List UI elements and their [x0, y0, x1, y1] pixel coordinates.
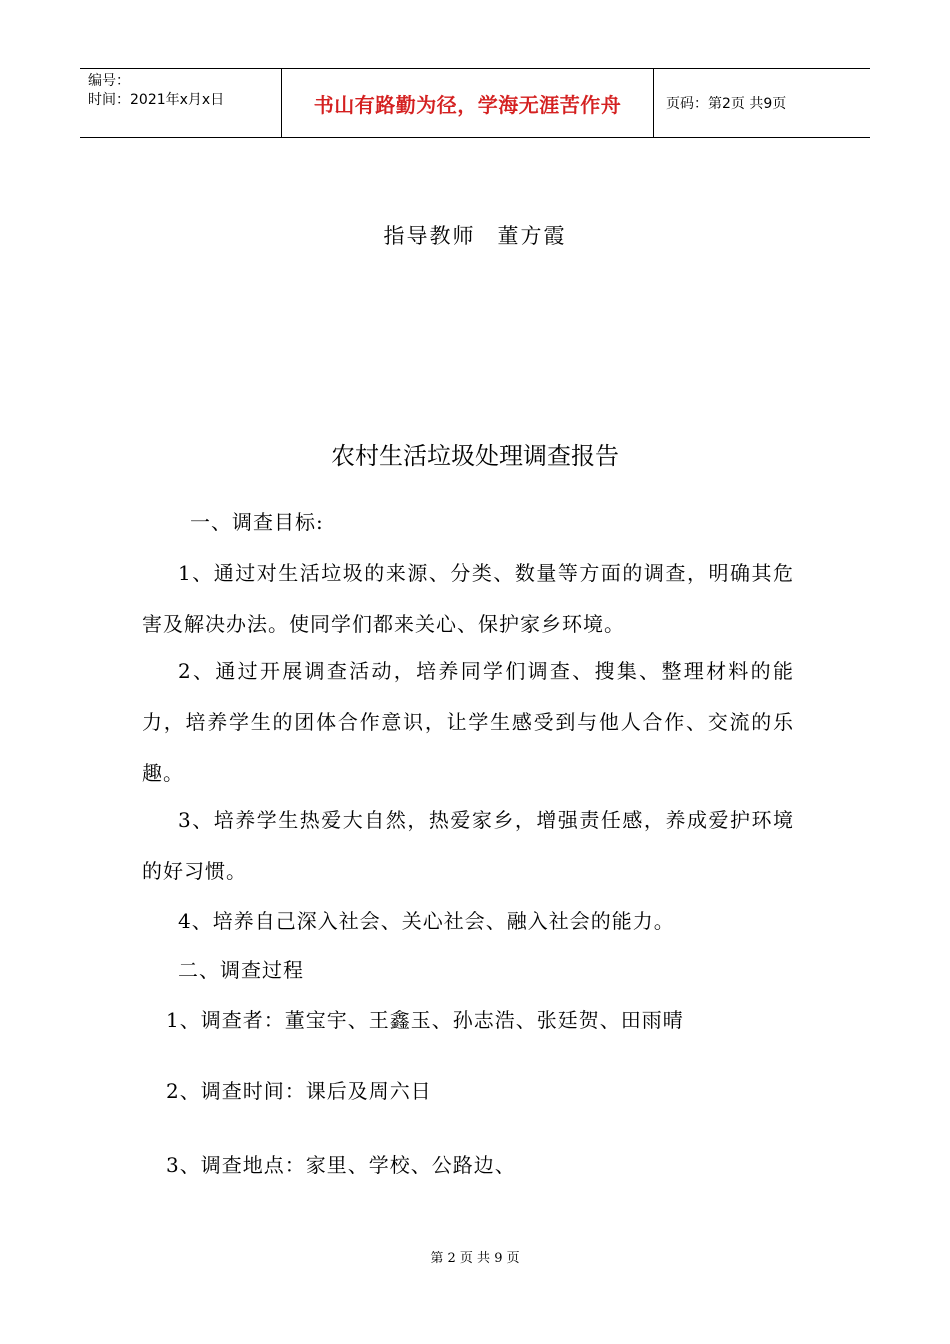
page-header [80, 68, 870, 138]
goal-item-2: 2、通过开展调查活动，培养同学们调查、搜集、整理材料的能力，培养学生的团体合作意识，让学生感受到与他人合作、交流的乐趣。 [142, 659, 794, 785]
page-footer: 第 2 页 共 9 页 [430, 1251, 520, 1266]
header-motto-cell [282, 69, 654, 137]
header-meta [80, 69, 282, 137]
motto: 书山有路勤为径，学海无涯苦作舟 [313, 92, 622, 117]
number-label: 编号： [88, 73, 130, 89]
teacher-label: 指导教师 [383, 224, 476, 248]
time-label: 时间：2021年x月x日 [88, 92, 225, 108]
teacher-line [0, 220, 950, 250]
process-item-2: 2、调查时间：课后及周六日 [166, 1079, 432, 1103]
page-label: 页码：第2页 共9页 [666, 96, 787, 112]
goal-item-1: 1、通过对生活垃圾的来源、分类、数量等方面的调查，明确其危害及解决办法。使同学们都来关心、保护家乡环境。 [142, 561, 794, 636]
section-heading-process: 二、调查过程 [178, 958, 304, 982]
goal-item-4: 4、培养自己深入社会、关心社会、融入社会的能力。 [178, 909, 675, 933]
report-title: 农村生活垃圾处理调查报告 [331, 442, 619, 470]
process-item-1: 1、调查者：董宝宇、王鑫玉、孙志浩、张廷贺、田雨晴 [166, 1008, 684, 1032]
goal-item-3: 3、培养学生热爱大自然，热爱家乡，增强责任感，养成爱护环境的好习惯。 [142, 808, 794, 883]
section-heading-goals: 一、调查目标: [190, 510, 324, 534]
teacher-name: 董方霞 [497, 224, 567, 248]
header-page-cell [654, 69, 870, 137]
process-item-3: 3、调查地点：家里、学校、公路边、 [166, 1153, 516, 1177]
